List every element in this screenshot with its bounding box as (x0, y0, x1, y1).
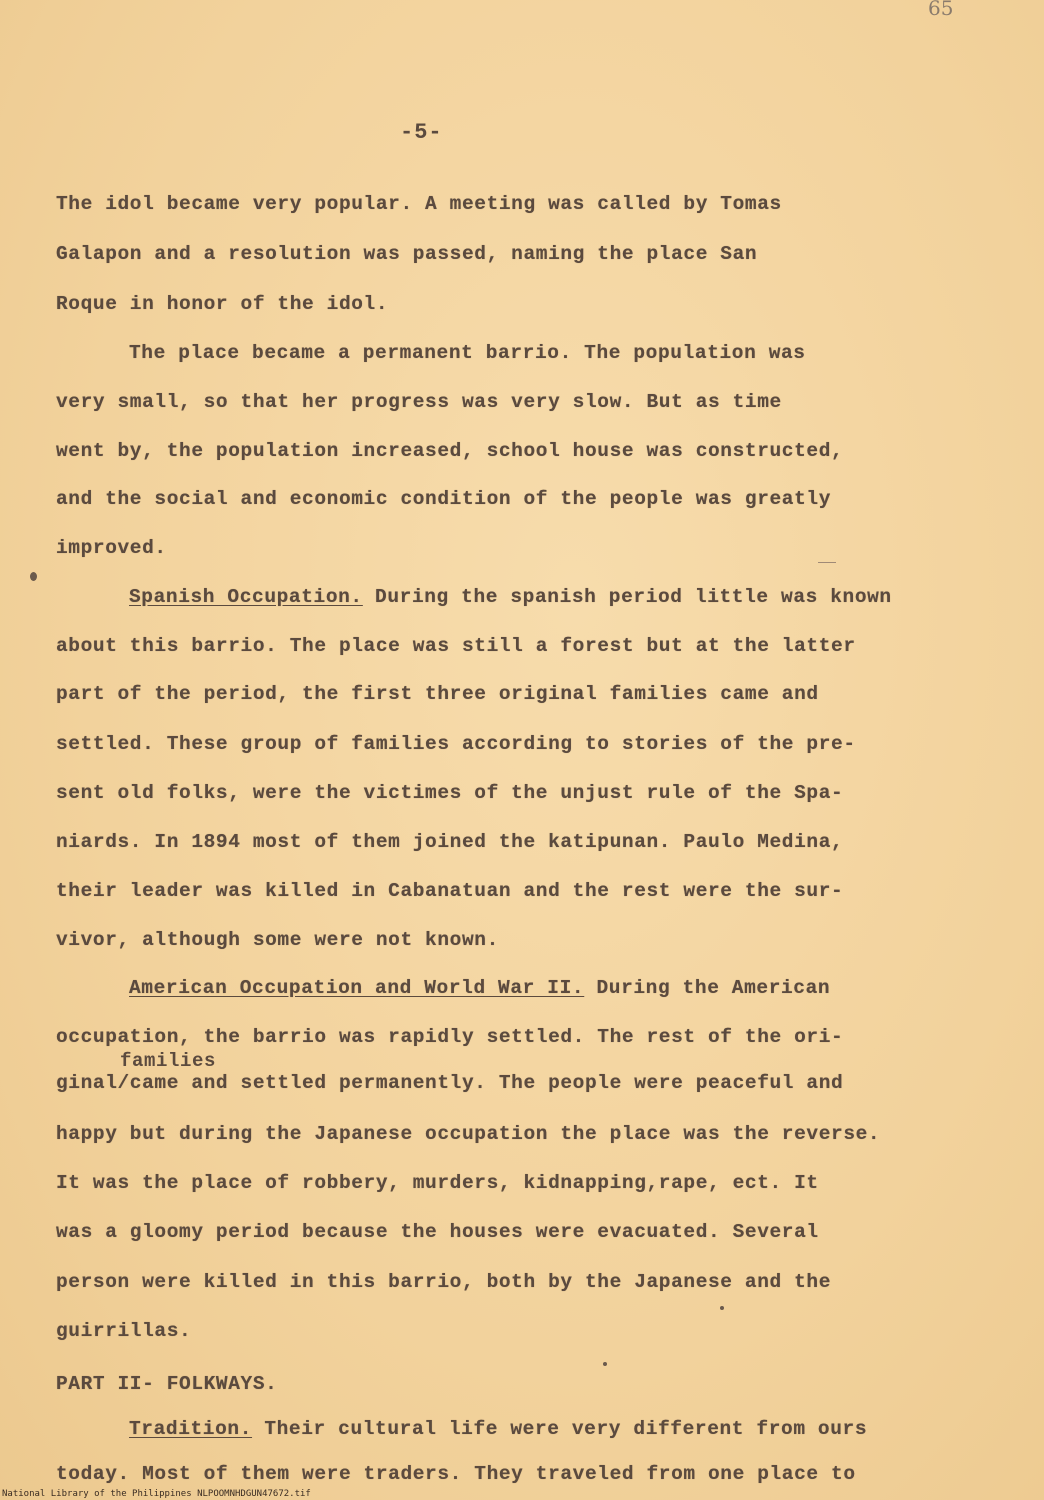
section-paragraph-american (129, 977, 830, 999)
section-heading-spanish-occupation: Spanish Occupation. (129, 586, 363, 608)
text-line: It was the place of robbery, murders, kidnapping,rape, ect. It (56, 1172, 819, 1194)
archive-footer: National Library of the Philippines NLPOOMNHDGUN47672.tif (2, 1489, 311, 1499)
text-line: improved. (56, 537, 167, 559)
text-line: occupation, the barrio was rapidly settled. The rest of the ori- (56, 1026, 844, 1048)
text-line: Roque in honor of the idol. (56, 293, 389, 315)
text-line: about this barrio. The place was still a forest but at the latter (56, 635, 856, 657)
text-segment: During the American (584, 977, 831, 999)
section-heading-american-occupation: American Occupation and World War II. (129, 977, 585, 999)
handwritten-insertion: families (120, 1050, 217, 1072)
text-line: guirrillas. (56, 1320, 192, 1342)
page-number: -5- (400, 120, 443, 145)
text-segment: During the spanish period little was known (362, 586, 892, 608)
ink-spot (603, 1362, 607, 1366)
text-line: ginal/came and settled permanently. The people were peaceful and (56, 1072, 844, 1094)
corner-page-mark: 65 (928, 0, 954, 20)
section-paragraph-tradition (129, 1418, 867, 1440)
text-line: The idol became very popular. A meeting was called by Tomas (56, 193, 782, 215)
text-line: very small, so that her progress was very slow. But as time (56, 391, 782, 413)
text-line: Galapon and a resolution was passed, naming the place San (56, 243, 758, 265)
section-heading-tradition: Tradition. (129, 1418, 253, 1440)
part-heading: PART II- FOLKWAYS. (56, 1373, 278, 1395)
text-line: settled. These group of families according to stories of the pre- (56, 733, 856, 755)
ink-spot (720, 1306, 724, 1310)
text-line: happy but during the Japanese occupation the place was the reverse. (56, 1123, 881, 1145)
ink-spot (30, 572, 37, 581)
text-line: sent old folks, were the victimes of the unjust rule of the Spa- (56, 782, 844, 804)
section-paragraph-spanish (129, 586, 892, 608)
text-line: and the social and economic condition of the people was greatly (56, 488, 832, 510)
text-line: niards. In 1894 most of them joined the katipunan. Paulo Medina, (56, 831, 844, 853)
text-line: person were killed in this barrio, both by the Japanese and the (56, 1271, 832, 1293)
text-line: part of the period, the first three original families came and (56, 683, 819, 705)
pencil-mark (818, 562, 836, 563)
text-line: was a gloomy period because the houses were evacuated. Several (56, 1221, 819, 1243)
text-line: The place became a permanent barrio. The population was (129, 342, 806, 364)
text-segment: Their cultural life were very different from ours (252, 1418, 868, 1440)
text-line: their leader was killed in Cabanatuan and the rest were the sur- (56, 880, 844, 902)
text-line: today. Most of them were traders. They traveled from one place to (56, 1463, 856, 1485)
text-line: went by, the population increased, school house was constructed, (56, 440, 844, 462)
text-line: vivor, although some were not known. (56, 929, 499, 951)
